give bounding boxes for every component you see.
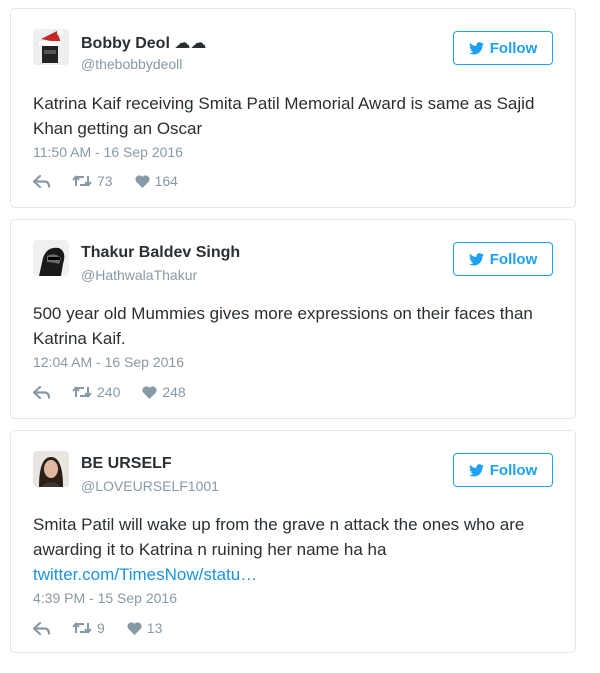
reply-icon — [33, 386, 50, 399]
tweet-text — [33, 512, 553, 587]
tweet-card — [10, 8, 576, 208]
reply-icon — [33, 622, 50, 635]
like-count: 164 — [154, 173, 178, 189]
reply-button[interactable] — [33, 386, 50, 399]
twitter-bird-icon — [469, 253, 484, 266]
tweet-body: Katrina Kaif receiving Smita Patil Memorial Award is same as Sajid Khan getting an Oscar — [33, 94, 535, 138]
user-name[interactable]: BE URSELF — [81, 455, 172, 472]
like-button[interactable] — [142, 384, 185, 400]
tweet-actions — [33, 384, 208, 400]
tweet-link[interactable]: twitter.com/TimesNow/statu… — [33, 565, 258, 584]
retweet-icon — [72, 385, 92, 399]
tweet-card — [10, 430, 576, 653]
like-count: 13 — [146, 620, 163, 636]
reply-icon — [33, 175, 50, 188]
tweet-body: 500 year old Mummies gives more expressions on their faces than Katrina Kaif. — [33, 304, 533, 348]
like-button[interactable] — [127, 620, 163, 636]
twitter-bird-icon — [469, 42, 484, 55]
user-name[interactable]: Thakur Baldev Singh — [81, 244, 241, 261]
retweet-count: 240 — [97, 384, 121, 400]
twitter-bird-icon — [469, 464, 484, 477]
reply-button[interactable] — [33, 175, 50, 188]
user-handle[interactable]: @HathwalaThakur — [81, 267, 198, 283]
retweet-count: 9 — [97, 620, 105, 636]
retweet-icon — [72, 174, 92, 188]
tweet-text — [33, 301, 553, 351]
retweet-icon — [72, 621, 92, 635]
avatar[interactable] — [33, 451, 69, 487]
follow-label: Follow — [489, 250, 538, 268]
follow-button[interactable] — [453, 453, 553, 487]
tweet-actions — [33, 620, 184, 636]
avatar[interactable] — [33, 29, 69, 65]
tweet-timestamp[interactable]: 11:50 AM - 16 Sep 2016 — [33, 144, 183, 160]
follow-button[interactable] — [453, 31, 553, 65]
retweet-button[interactable] — [72, 384, 120, 400]
tweet-timestamp[interactable]: 4:39 PM - 15 Sep 2016 — [33, 590, 177, 606]
reply-button[interactable] — [33, 622, 50, 635]
like-count: 248 — [162, 384, 186, 400]
heart-icon — [135, 175, 150, 188]
like-button[interactable] — [135, 173, 178, 189]
tweet-body: Smita Patil will wake up from the grave n attack the ones who are awarding it to Katrina n ruining her name ha ha — [33, 515, 525, 559]
tweet-card — [10, 219, 576, 419]
heart-icon — [127, 622, 142, 635]
avatar[interactable] — [33, 240, 69, 276]
retweet-button[interactable] — [72, 173, 113, 189]
tweet-actions — [33, 173, 200, 189]
user-handle[interactable]: @thebobbydeoll — [81, 56, 183, 72]
tweet-timestamp[interactable]: 12:04 AM - 16 Sep 2016 — [33, 354, 184, 370]
retweet-count: 73 — [97, 173, 113, 189]
user-handle[interactable]: @LOVEURSELF1001 — [81, 478, 219, 494]
user-name[interactable]: Bobby Deol ☁☁ — [81, 35, 207, 52]
heart-icon — [142, 386, 157, 399]
retweet-button[interactable] — [72, 620, 105, 636]
follow-label: Follow — [489, 461, 538, 479]
follow-label: Follow — [489, 39, 538, 57]
follow-button[interactable] — [453, 242, 553, 276]
tweet-text — [33, 91, 553, 141]
